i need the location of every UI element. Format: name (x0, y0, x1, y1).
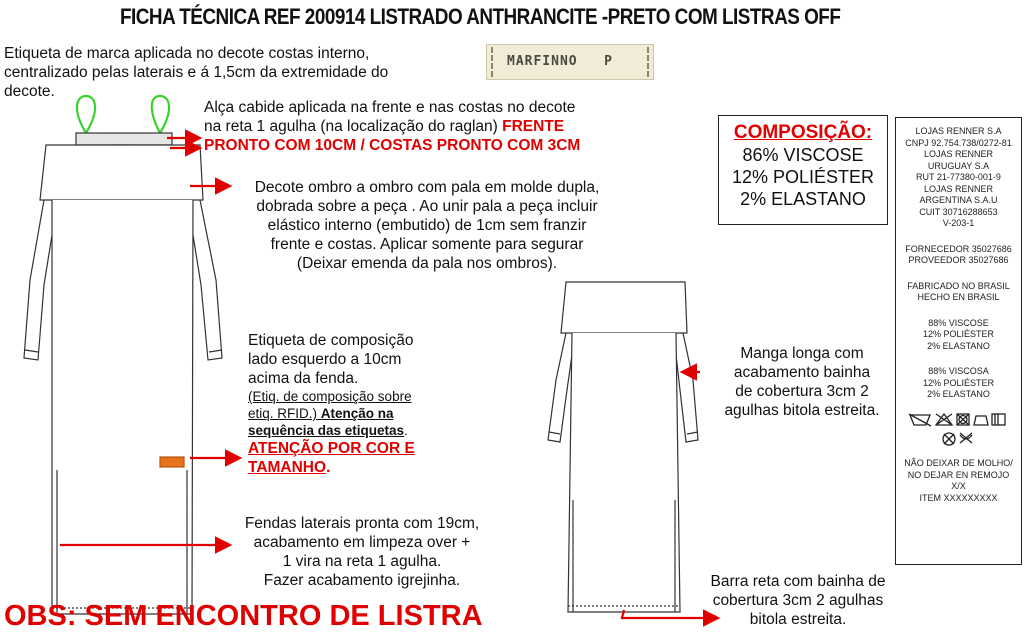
back-neckline-panel (561, 282, 687, 333)
front-dress-sketch (24, 96, 222, 614)
slit-note-line: acabamento em limpeza over + (253, 534, 471, 551)
page-title: FICHA TÉCNICA REF 200914 LISTRADO ANTHRANCITE -PRETO COM LISTRAS OFF (120, 4, 841, 29)
neckline-note-line: Decote ombro a ombro com pala em molde dupla, (254, 179, 600, 196)
brand-label-note-line: decote. (4, 83, 55, 100)
care-label-line: NO DEJAR EN REMOJO (907, 469, 1010, 480)
comp-note-line: Etiqueta de composição (248, 332, 414, 349)
hem-note-line: bitola estreita. (749, 611, 847, 628)
comp-note-line: etiq. RFID.) (248, 406, 321, 421)
brand-label-note-line: Etiqueta de marca aplicada no decote costas interno, (4, 45, 370, 62)
hanger-loop-left (77, 96, 95, 133)
composition-line: 12% POLIÉSTER (731, 167, 875, 187)
care-label-line: LOJAS RENNER S.A (915, 126, 1002, 136)
care-label-line: 12% POLIÉSTER (922, 377, 995, 388)
care-label-line: 88% VISCOSE (928, 317, 989, 328)
care-label-line: LOJAS RENNER (923, 149, 994, 159)
neckline-panel (40, 145, 203, 200)
care-label-line: ARGENTINA S.A.U (919, 195, 998, 205)
neckline-note-line: (Deixar emenda da pala nos ombros). (296, 255, 558, 272)
comp-note-line: (Etiq. de composição sobre (248, 389, 412, 404)
comp-note-line: lado esquerdo a 10cm (248, 351, 402, 368)
care-label-line: V-203-1 (942, 218, 975, 228)
sleeve-note-line: Manga longa com (740, 345, 864, 362)
care-label-line: PROVEEDOR 35027686 (908, 255, 1009, 265)
dress-body (52, 200, 193, 614)
neckline-note-line: dobrada sobre a peça . Ao unir pala a peça incluir (256, 198, 598, 215)
comp-note-red: ATENÇÃO POR COR E (248, 440, 415, 457)
sleeve-note-line: de cobertura 3cm 2 (735, 383, 869, 400)
right-sleeve (193, 200, 222, 360)
hanger-loop-right (152, 96, 169, 133)
care-label-line: ITEM XXXXXXXXX (919, 492, 998, 503)
hanger-note-line: Alça cabide aplicada na frente e nas costas no decote (204, 99, 576, 116)
care-label-line: X/X (951, 481, 966, 491)
back-dress-body (568, 333, 680, 612)
care-label-line: HECHO EN BRASIL (917, 292, 1000, 302)
back-dress-sketch (548, 282, 698, 612)
hanger-note-red: FRENTE (502, 118, 565, 135)
care-label-line: 88% VISCOSA (928, 366, 989, 376)
brand-label-note-line: centralizado pelas laterais e á 1,5cm da extremidade do (4, 64, 389, 81)
care-label-line: 12% POLIÉSTER (922, 329, 995, 339)
hanger-note-line: na reta 1 agulha (na localização do raglan) (204, 118, 503, 135)
care-label-line: RUT 21-77380-001-9 (916, 172, 1001, 182)
hem-note-line: cobertura 3cm 2 agulhas (712, 592, 884, 609)
care-label-line: URUGUAY S.A (927, 160, 990, 171)
composition-tag-marker (160, 457, 184, 467)
neckline-note-line: elástico interno (embutido) de 1cm sem franzir (267, 217, 587, 234)
comp-note-red: TAMANHO (248, 459, 327, 476)
composition-line: 2% ELASTANO (740, 189, 866, 209)
comp-note-bold: Atenção na (320, 406, 394, 421)
back-left-sleeve (548, 333, 572, 442)
left-sleeve (24, 200, 52, 360)
care-label-line: 2% ELASTANO (927, 389, 990, 399)
back-right-sleeve (676, 333, 698, 442)
care-label-line: LOJAS RENNER (923, 183, 994, 194)
care-label-line: FORNECEDOR 35027686 (905, 243, 1012, 254)
hanger-note-red: PRONTO COM 10CM / COSTAS PRONTO COM 3CM (204, 137, 581, 154)
sleeve-note-line: agulhas bitola estreita. (724, 402, 880, 419)
comp-note-line: acima da fenda. (248, 370, 359, 387)
obs-note: OBS: SEM ENCONTRO DE LISTRA (4, 600, 483, 632)
care-label-line: CNPJ 92.754.738/0272-81 (905, 137, 1012, 148)
inner-neckline-band (76, 133, 172, 145)
care-label-line: NÃO DEIXAR DE MOLHO/ (904, 458, 1013, 468)
slit-note-line: Fazer acabamento igrejinha. (263, 572, 461, 589)
composition-line: 86% VISCOSE (742, 145, 864, 165)
composition-heading: COMPOSIÇÃO: (733, 122, 873, 143)
hem-note-line: Barra reta com bainha de (710, 573, 886, 590)
comp-note-bold: sequência das etiquetas (248, 423, 405, 438)
comp-note-red: . (326, 459, 331, 476)
neckline-note-line: frente e costas. Aplicar somente para segurar (270, 236, 584, 253)
brand-tag-text: MARFINNO P (507, 54, 613, 69)
sleeve-note-line: acabamento bainha (733, 364, 871, 381)
care-label-line: FABRICADO NO BRASIL (907, 280, 1010, 291)
care-label-line: CUIT 30716288653 (919, 206, 998, 217)
care-label-line: 2% ELASTANO (927, 340, 990, 351)
comp-note-line: . (404, 423, 408, 438)
slit-note-line: 1 vira na reta 1 agulha. (282, 553, 442, 570)
slit-note-line: Fendas laterais pronta com 19cm, (244, 515, 480, 532)
